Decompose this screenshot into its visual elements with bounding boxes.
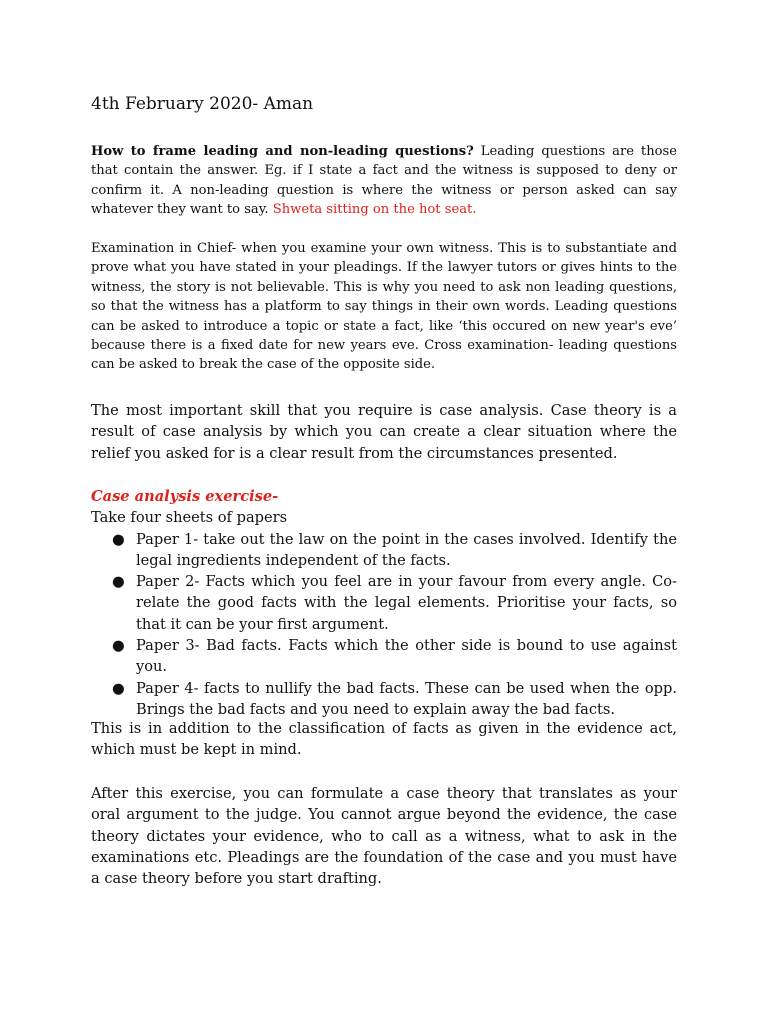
paragraph-case-theory: After this exercise, you can formulate a case theory that translates as your oral argument to the judge. You cannot argue beyond the evidence, the case theory dictates your evidence, who to call as a witness, what to ask in the examinations etc. Pleadings are the foundation of the case and you must have a case theory before you start drafting. — [91, 785, 677, 888]
paragraph-leading-questions — [91, 142, 677, 220]
bullet-icon: ● — [112, 530, 125, 548]
list-item-text: Paper 2- Facts which you feel are in your favour from every angle. Co-relate the good facts with the legal elements. Prioritise your facts, so that it can be your first argument. — [136, 573, 677, 633]
bullet-icon: ● — [112, 637, 125, 655]
bullet-icon: ● — [112, 679, 125, 697]
list-item — [91, 635, 677, 678]
exercise-intro: Take four sheets of papers — [91, 509, 288, 527]
leading-questions-text: Leading questions are those that contain the answer. Eg. if I state a fact and the witness is supposed to deny or confirm it. A non-leading question is where the witness or person asked can say whatever they want to say. — [91, 144, 677, 218]
paragraph-case-analysis: The most important skill that you require is case analysis. Case theory is a result of case analysis by which you can create a clear situation where the relief you asked for is a clear result from the circumstances presented. — [91, 402, 677, 462]
list-item — [91, 571, 677, 635]
list-item-text: Paper 4- facts to nullify the bad facts. These can be used when the opp. Brings the bad facts and you need to explain away the bad facts. — [136, 679, 677, 718]
document-title: 4th February 2020- Aman — [91, 94, 314, 114]
hot-seat-note: Shweta sitting on the hot seat. — [272, 202, 477, 218]
leading-questions-heading: How to frame leading and non-leading questions? — [91, 144, 474, 159]
paper-list — [91, 529, 677, 721]
list-item — [91, 529, 677, 572]
case-analysis-exercise — [91, 486, 677, 720]
list-item-text: Paper 3- Bad facts. Facts which the other side is bound to use against you. — [136, 637, 677, 676]
exercise-heading: Case analysis exercise- — [91, 488, 279, 505]
paragraph-evidence-act: This is in addition to the classification of facts as given in the evidence act, which must be kept in mind. — [91, 720, 677, 759]
bullet-icon: ● — [112, 573, 125, 591]
list-item — [91, 678, 677, 721]
paragraph-examination-in-chief: Examination in Chief- when you examine your own witness. This is to substantiate and prove what you have stated in your pleadings. If the lawyer tutors or gives hints to the witness, the story is not believable. This is why you need to ask non leading questions, so that the witness has a platform to say things in their own words. Leading questions can be asked to introduce a topic or state a fact, like ‘this occured on new year's eve’ because there is a fixed date for new years eve. Cross examination- leading questions can be asked to break the case of the opposite side. — [91, 241, 677, 373]
list-item-text: Paper 1- take out the law on the point in the cases involved. Identify the legal ingredients independent of the facts. — [136, 530, 677, 569]
